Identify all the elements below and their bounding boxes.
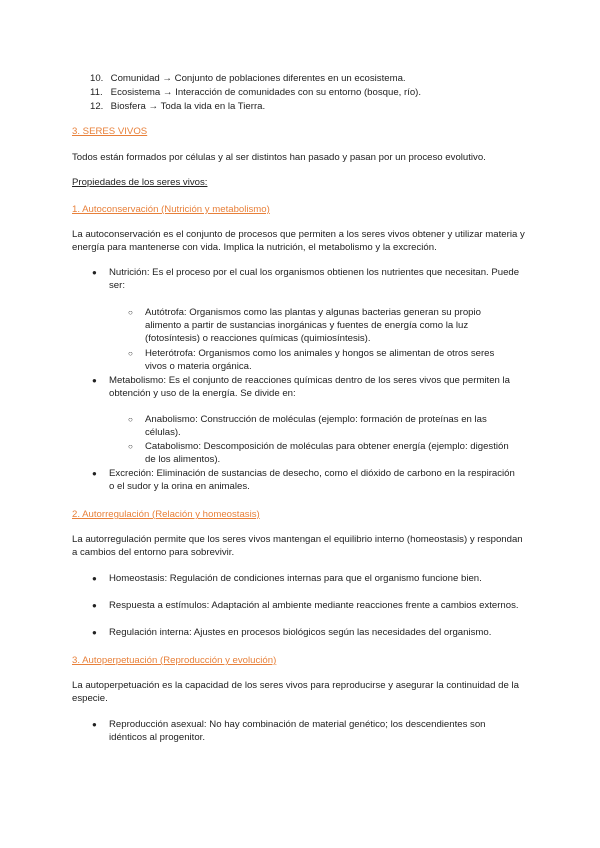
bullet-icon: ●	[92, 469, 97, 478]
circle-bullet-icon: ○	[128, 415, 133, 424]
item-text: Biosfera → Toda la vida en la Tierra.	[110, 101, 266, 112]
numbered-item-11	[90, 86, 530, 99]
bullet-icon: ●	[92, 376, 97, 385]
autoconservacion-body: La autoconservación es el conjunto de procesos que permiten a los seres vivos obtener y utilizar materia y energía para mantenerse con vida. Implica la nutrición, el metabolismo y la excreción.	[72, 229, 525, 253]
autoperpetuacion-body: La autoperpetuación es la capacidad de los seres vivos para reproducirse y asegurar la continuidad de la especie.	[72, 680, 519, 704]
bullet-text: Heterótrofa: Organismos como los animales y hongos se alimentan de otros seres vivos o materia orgánica.	[145, 348, 495, 372]
bullet-icon: ●	[92, 628, 97, 637]
heading-autoconservacion: 1. Autoconservación (Nutrición y metabolismo)	[72, 204, 270, 215]
properties-title: Propiedades de los seres vivos:	[72, 177, 208, 188]
bullet-text: Reproducción asexual: No hay combinación de material genético; los descendientes son idénticos al progenitor.	[109, 719, 486, 743]
circle-bullet-icon: ○	[128, 442, 133, 451]
item-number: 11.	[90, 87, 103, 98]
bullet-icon: ●	[92, 601, 97, 610]
bullet-text: Metabolismo: Es el conjunto de reacciones químicas dentro de los seres vivos que permiten la obtención y uso de la energía. Se divide en:	[109, 375, 511, 399]
bullet-text: Homeostasis: Regulación de condiciones internas para que el organismo funcione bien.	[109, 573, 482, 584]
item-text: Comunidad → Conjunto de poblaciones diferentes en un ecosistema.	[110, 73, 406, 84]
bullet-icon: ●	[92, 574, 97, 583]
section-heading-seres-vivos: 3. SERES VIVOS	[72, 126, 148, 137]
circle-bullet-icon: ○	[128, 308, 133, 317]
bullet-text: Catabolismo: Descomposición de moléculas para obtener energía (ejemplo: digestión de los alimentos).	[145, 441, 509, 465]
bullet-text: Nutrición: Es el proceso por el cual los organismos obtienen los nutrientes que necesitan. Puede ser:	[109, 267, 520, 291]
numbered-item-12	[90, 100, 530, 113]
item-text: Ecosistema → Interacción de comunidades con su entorno (bosque, río).	[110, 87, 422, 98]
bullet-text: Autótrofa: Organismos como las plantas y algunas bacterias generan su propio alimento a partir de sustancias inorgánicas y fuentes de energía como la luz (fotosíntesis) o reacciones químicas (quimiosíntesis).	[145, 307, 481, 344]
heading-autoperpetuacion: 3. Autoperpetuación (Reproducción y evolución)	[72, 655, 277, 666]
bullet-text: Excreción: Eliminación de sustancias de desecho, como el dióxido de carbono en la respiración o el sudor y la orina en animales.	[109, 468, 515, 492]
bullet-icon: ●	[92, 268, 97, 277]
bullet-icon: ●	[92, 720, 97, 729]
heading-autorregulacion: 2. Autorregulación (Relación y homeostasis)	[72, 509, 260, 520]
item-number: 12.	[90, 101, 104, 112]
item-number: 10.	[90, 73, 104, 84]
autorregulacion-body: La autorregulación permite que los seres vivos mantengan el equilibrio interno (homeostasis) y respondan a cambios del entorno para sobrevivir.	[72, 534, 523, 558]
bullet-text: Respuesta a estímulos: Adaptación al ambiente mediante reacciones frente a cambios externos.	[109, 600, 519, 611]
numbered-item-10	[90, 72, 530, 85]
bullet-text: Regulación interna: Ajustes en procesos biológicos según las necesidades del organismo.	[109, 627, 492, 638]
circle-bullet-icon: ○	[128, 349, 133, 358]
section-intro: Todos están formados por células y al ser distintos han pasado y pasan por un proceso evolutivo.	[72, 152, 486, 163]
bullet-text: Anabolismo: Construcción de moléculas (ejemplo: formación de proteínas en las células).	[145, 414, 487, 438]
